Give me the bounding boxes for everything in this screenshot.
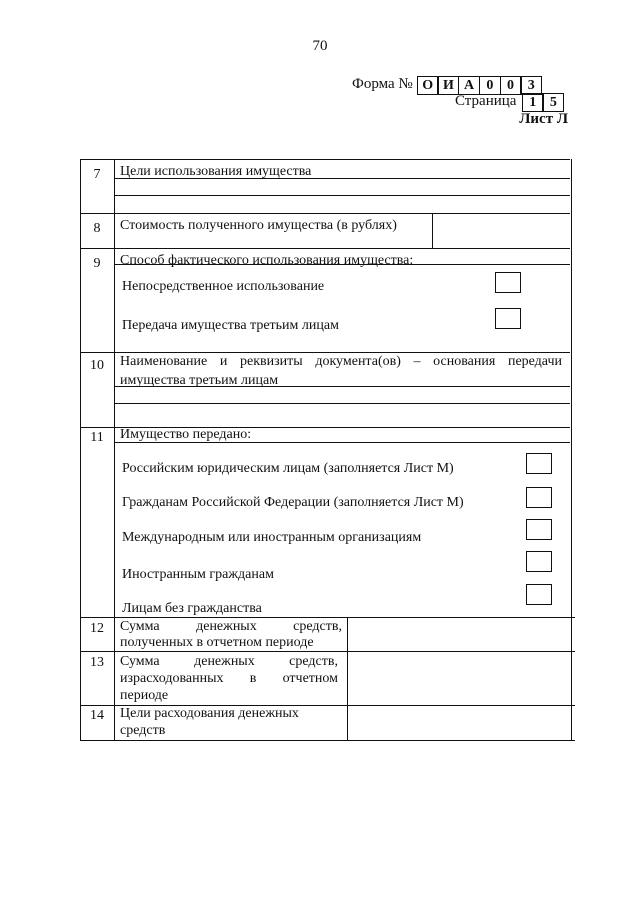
page-digit-cell: 1 bbox=[522, 93, 544, 112]
checkbox[interactable] bbox=[526, 551, 552, 572]
checkbox[interactable] bbox=[526, 453, 552, 474]
row-label-continued: израсходованных в отчетном bbox=[120, 671, 338, 686]
row-label: Наименование и реквизиты документа(ов) – основания передачи bbox=[120, 354, 562, 369]
row-separator bbox=[80, 248, 570, 249]
row-number: 12 bbox=[90, 621, 104, 636]
row-label: Сумма денежных средств, bbox=[120, 654, 338, 669]
row-label: Цели расходования денежных bbox=[120, 706, 299, 721]
form-code-cell: 0 bbox=[479, 76, 501, 95]
form-number-label: Форма № bbox=[352, 76, 413, 92]
row-label-continued: полученных в отчетном периоде bbox=[120, 635, 314, 650]
form-code-cell: О bbox=[417, 76, 439, 95]
option-label: Российским юридическим лицам (заполняется Лист М) bbox=[122, 461, 454, 476]
row-number: 10 bbox=[90, 358, 104, 373]
number-column-divider bbox=[114, 159, 115, 741]
value-cell-divider bbox=[432, 213, 433, 248]
input-line bbox=[114, 264, 570, 265]
value-cell-divider bbox=[347, 705, 348, 740]
row-label: Способ фактического использования имущества: bbox=[120, 253, 414, 268]
option-label: Передача имущества третьим лицам bbox=[122, 318, 339, 333]
row-label-continued: периоде bbox=[120, 688, 169, 703]
row-number: 8 bbox=[93, 221, 101, 236]
input-line bbox=[114, 386, 570, 387]
row-separator bbox=[80, 213, 570, 214]
checkbox[interactable] bbox=[526, 584, 552, 605]
input-line bbox=[114, 178, 570, 179]
input-line bbox=[114, 442, 570, 443]
row-number: 9 bbox=[93, 256, 101, 271]
checkbox[interactable] bbox=[526, 519, 552, 540]
page-number: 70 bbox=[312, 38, 328, 54]
checkbox[interactable] bbox=[526, 487, 552, 508]
row-label: Сумма денежных средств, bbox=[120, 619, 342, 634]
input-line bbox=[114, 195, 570, 196]
option-label: Непосредственное использование bbox=[122, 279, 325, 294]
value-cell-divider bbox=[347, 617, 348, 651]
input-line bbox=[114, 403, 570, 404]
form-code-cell: И bbox=[437, 76, 459, 95]
option-label: Лицам без гражданства bbox=[122, 601, 262, 616]
form-code-cell: 3 bbox=[520, 76, 542, 95]
page-digit-cell: 5 bbox=[542, 93, 564, 112]
option-label: Гражданам Российской Федерации (заполняется Лист М) bbox=[122, 495, 464, 510]
checkbox[interactable] bbox=[495, 272, 521, 293]
row-label-continued: средств bbox=[120, 723, 166, 738]
row-separator bbox=[80, 651, 575, 652]
row-number: 13 bbox=[90, 655, 104, 670]
page-label: Страница bbox=[455, 93, 517, 109]
value-cell-divider bbox=[347, 651, 348, 705]
table-bottom-border bbox=[80, 740, 575, 741]
row-number: 14 bbox=[90, 708, 104, 723]
form-code-cell: А bbox=[458, 76, 480, 95]
row-number: 11 bbox=[90, 430, 104, 445]
option-label: Иностранным гражданам bbox=[122, 567, 274, 582]
row-label: Цели использования имущества bbox=[120, 164, 312, 179]
form-code-cell: 0 bbox=[500, 76, 522, 95]
row-label: Имущество передано: bbox=[120, 427, 252, 442]
sheet-label: Лист Л bbox=[519, 111, 568, 127]
checkbox[interactable] bbox=[495, 308, 521, 329]
row-label-continued: имущества третьим лицам bbox=[120, 373, 279, 388]
table-top-border bbox=[80, 159, 570, 160]
page-digit-cells bbox=[523, 93, 564, 112]
option-label: Международным или иностранным организациям bbox=[122, 530, 422, 545]
row-label: Стоимость полученного имущества (в рублях) bbox=[120, 218, 397, 233]
row-number: 7 bbox=[93, 167, 101, 182]
